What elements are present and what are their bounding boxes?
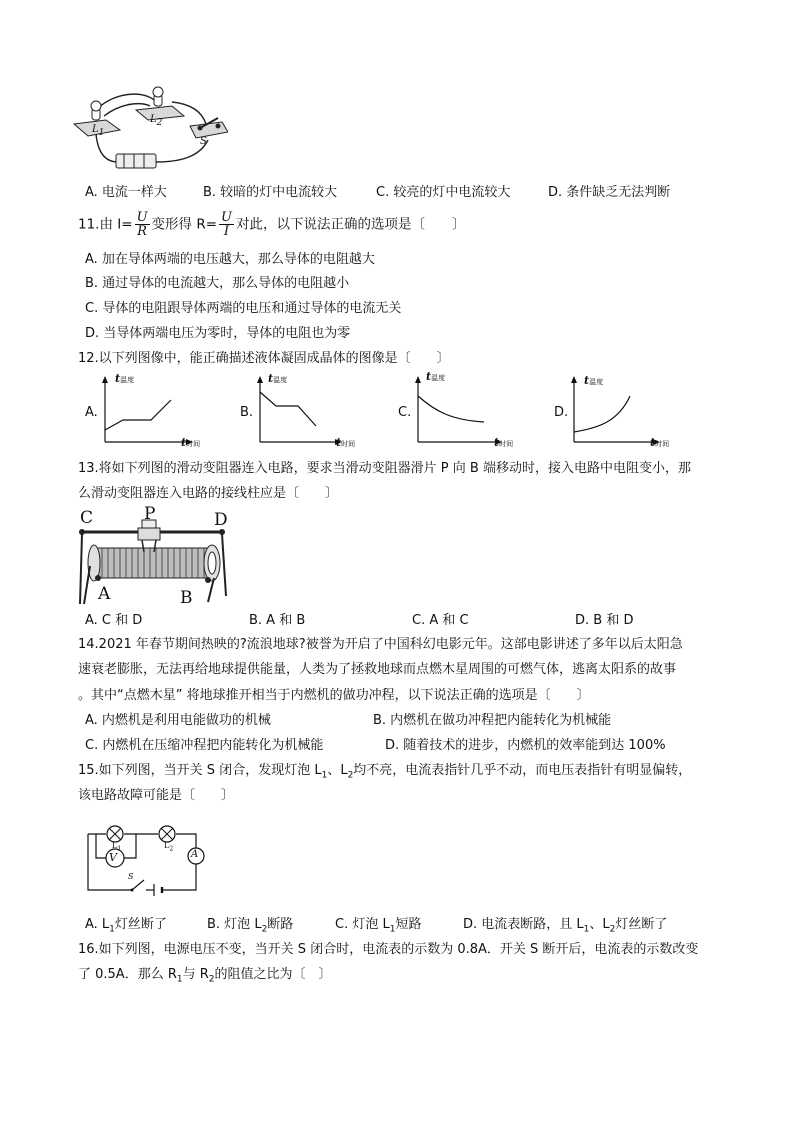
q12-graph-c-xsub: 时间 — [499, 440, 514, 448]
q14-stem-line2: 速衰老膨胀，无法再给地球提供能量，人类为了拯救地球而点燃木星周围的可燃气体，逃离太阳系的故事 — [78, 662, 677, 677]
q12-graph-b-ysym: t — [268, 372, 274, 385]
q12-graph-b-xlabel — [336, 436, 355, 449]
q15-option-d[interactable] — [463, 916, 667, 939]
q11-prefix: 11.由 I= — [78, 216, 133, 233]
q13-label-c: C — [80, 508, 94, 528]
q10-label-l1 — [92, 124, 104, 138]
q11-option-a[interactable]: A. 加在导体两端的电压越大，那么导体的电阻越大 — [85, 252, 375, 267]
q15-opt-a-2: 灯丝断了 — [114, 917, 167, 932]
q15-label-s: S — [128, 872, 134, 881]
q15-opt-d-sub1: 1 — [583, 924, 590, 935]
q11-stem — [78, 211, 465, 238]
q15-label-l1-text: L — [112, 841, 118, 850]
q13-stem-line2: 么滑动变阻器连入电路的接线柱应是〔 〕 — [78, 486, 339, 501]
q16-stem-line2 — [78, 966, 332, 989]
q15-opt-b-sub: 2 — [261, 924, 268, 935]
q12-graph-a-ysym: t — [115, 372, 121, 385]
q15-stem-line1 — [78, 762, 691, 785]
q15-circuit-figure — [84, 822, 216, 896]
q15-label-l2-text: L — [164, 841, 170, 850]
q15-voltmeter-label: V — [109, 851, 117, 864]
q12-graph-a-xsub: 时间 — [186, 440, 201, 448]
q11-fraction-1 — [135, 211, 150, 238]
q15-opt-d-1: D. 电流表断路，且 L — [463, 917, 584, 932]
q11-f2-den: I — [223, 224, 230, 239]
q10-circuit-figure — [72, 84, 228, 174]
q12-graph-a[interactable] — [85, 372, 235, 452]
q13-rheostat-figure — [72, 506, 242, 608]
q12-graph-b-ysub: 温度 — [273, 376, 288, 384]
q12-graph-d-xsym: t — [650, 436, 656, 449]
q12-graph-c-ylabel — [426, 370, 445, 383]
q13-stem-line1: 13.将如下列图的滑动变阻器连入电路，要求当滑动变阻器滑片 P 向 B 端移动时，接入电路中电阻变小，那 — [78, 461, 691, 476]
q12-graph-c-ysub: 温度 — [431, 374, 446, 382]
q14-option-b[interactable]: B. 内燃机在做功冲程把内能转化为机械能 — [373, 713, 612, 728]
q11-option-b[interactable]: B. 通过导体的电流越大，那么导体的电阻越小 — [85, 276, 350, 291]
q15-label-l2 — [164, 841, 173, 853]
q12-graph-a-ysub: 温度 — [120, 376, 135, 384]
q15-l1-a: 15.如下列图，当开关 S 闭合，发现灯泡 L — [78, 763, 322, 778]
q11-f1-den: R — [137, 224, 147, 239]
q12-graph-a-xlabel — [181, 436, 200, 449]
q16-stem-line1: 16.如下列图，电源电压不变，当开关 S 闭合时，电流表的示数为 0.8A．开关 S 断开后，电流表的示数改变 — [78, 942, 699, 957]
q15-option-a[interactable] — [85, 916, 167, 939]
q10-label-s: S — [200, 136, 207, 147]
q11-f1-num: U — [136, 210, 148, 225]
q12-graph-b[interactable] — [240, 372, 390, 452]
q12-graph-d-xsub: 时间 — [655, 440, 670, 448]
q12-graph-c-xlabel — [494, 436, 513, 449]
q14-option-a[interactable]: A. 内燃机是利用电能做功的机械 — [85, 713, 271, 728]
q12-graph-b-xsub: 时间 — [341, 440, 356, 448]
q11-middle: 变形得 R= — [151, 216, 218, 233]
q10-label-l1-sub: 1 — [98, 128, 105, 138]
q16-l2-c: 的阻值之比为〔 〕 — [214, 967, 332, 982]
q15-ammeter-label: A — [191, 849, 199, 860]
q15-opt-d-m: 、L — [589, 917, 610, 932]
q15-l1-sub2: 2 — [347, 770, 354, 781]
q13-option-a[interactable]: A. C 和 D — [85, 613, 143, 628]
q12-graph-d-letter: D. — [554, 405, 569, 420]
q12-graph-b-ylabel — [268, 372, 287, 385]
q11-option-c[interactable]: C. 导体的电阻跟导体两端的电压和通过导体的电流无关 — [85, 301, 402, 316]
q10-label-l1-text: L — [92, 124, 99, 135]
q12-graph-c-xsym: t — [494, 436, 500, 449]
q10-label-l2 — [150, 114, 162, 128]
q13-option-c[interactable]: C. A 和 C — [412, 613, 469, 628]
q11-suffix: 对此，以下说法正确的选项是〔 〕 — [235, 216, 466, 233]
q12-graph-b-xsym: t — [336, 436, 342, 449]
q10-option-d[interactable]: D. 条件缺乏无法判断 — [548, 185, 671, 200]
q15-opt-a-1: A. L — [85, 917, 110, 932]
q12-graph-c-ysym: t — [426, 370, 432, 383]
q13-label-d: D — [214, 510, 228, 530]
q15-opt-b-2: 断路 — [267, 917, 294, 932]
q10-label-l2-text: L — [150, 114, 157, 125]
q16-l2-sub1: 1 — [176, 974, 183, 985]
q15-label-l1-sub: 1 — [117, 845, 122, 853]
q15-opt-b-1: B. 灯泡 L — [207, 917, 262, 932]
q15-opt-c-2: 短路 — [395, 917, 422, 932]
q12-graph-d[interactable] — [554, 372, 724, 452]
q12-graph-b-letter: B. — [240, 405, 254, 420]
q15-option-c[interactable] — [335, 916, 421, 939]
q15-option-b[interactable] — [207, 916, 293, 939]
q12-graph-d-ysub: 温度 — [589, 378, 604, 386]
q15-opt-c-sub: 1 — [389, 924, 396, 935]
q12-graph-a-xsym: t — [181, 436, 187, 449]
q15-l1-sub1: 1 — [321, 770, 328, 781]
q14-option-c[interactable]: C. 内燃机在压缩冲程把内能转化为机械能 — [85, 738, 324, 753]
q15-opt-a-sub: 1 — [109, 924, 115, 935]
q13-option-d[interactable]: D. B 和 D — [575, 613, 634, 628]
q12-stem: 12.以下列图像中，能正确描述液体凝固成晶体的图像是〔 〕 — [78, 351, 450, 366]
q12-graph-d-ylabel — [584, 374, 603, 387]
q14-stem-line3: 。其中“点燃木星” 将地球推开相当于内燃机的做功冲程，以下说法正确的选项是〔 〕 — [78, 688, 590, 703]
q13-label-b: B — [180, 588, 193, 608]
q12-graph-a-letter: A. — [85, 405, 98, 420]
q12-graph-d-ysym: t — [584, 374, 590, 387]
q10-label-l2-sub: 2 — [156, 118, 163, 128]
q11-fraction-2 — [219, 211, 234, 238]
q16-l2-a: 了 0.5A．那么 R — [78, 967, 177, 982]
q15-opt-d-2: 灯丝断了 — [615, 917, 668, 932]
q15-label-l2-sub: 2 — [169, 845, 174, 853]
q10-option-b[interactable]: B. 较暗的灯中电流较大 — [203, 185, 338, 200]
q14-stem-line1: 14.2021 年春节期间热映的?流浪地球?被誉为开启了中国科幻电影元年。这部电影讲述了多年以后太阳急 — [78, 637, 683, 652]
q15-opt-c-1: C. 灯泡 L — [335, 917, 390, 932]
q10-option-a[interactable]: A. 电流一样大 — [85, 185, 167, 200]
q13-option-b[interactable]: B. A 和 B — [249, 613, 306, 628]
q14-option-d[interactable]: D. 随着技术的进步，内燃机的效率能到达 100% — [385, 738, 666, 753]
q15-stem-line2: 该电路故障可能是〔 〕 — [78, 788, 235, 803]
q16-l2-sub2: 2 — [208, 974, 215, 985]
q10-option-c[interactable]: C. 较亮的灯中电流较大 — [376, 185, 511, 200]
q15-label-l1 — [112, 841, 121, 853]
q15-opt-d-sub2: 2 — [609, 924, 616, 935]
q11-f2-num: U — [221, 210, 232, 225]
q13-label-p: P — [144, 504, 156, 524]
q12-graph-d-xlabel — [650, 436, 669, 449]
q12-graph-a-ylabel — [115, 372, 134, 385]
q12-graph-c[interactable] — [398, 370, 548, 452]
q12-graph-c-letter: C. — [398, 405, 412, 420]
q16-l2-b: 与 R — [182, 967, 209, 982]
q13-label-a: A — [98, 584, 111, 604]
q15-l1-c: 均不亮，电流表指针几乎不动，而电压表指针有明显偏转， — [353, 763, 692, 778]
q11-option-d[interactable]: D. 当导体两端电压为零时，导体的电阻也为零 — [85, 326, 351, 341]
q15-l1-b: 、L — [327, 763, 348, 778]
